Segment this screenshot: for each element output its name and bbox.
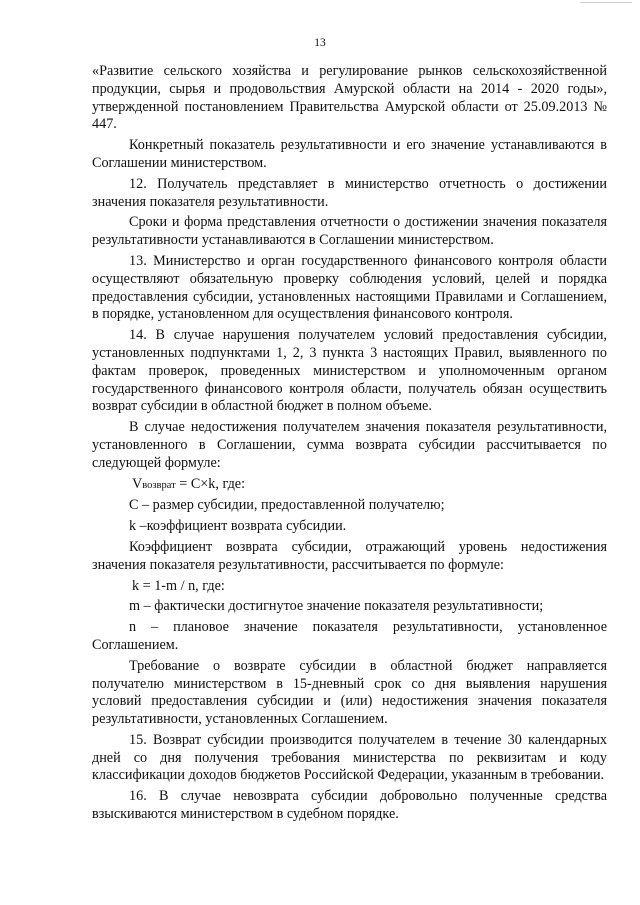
paragraph-12-deadlines: Сроки и форма представления отчетности о достижении значения показателя результативности устанавливаются в Соглашении министерством. <box>92 214 607 249</box>
formula-refund-rest: = C×k, где: <box>175 475 246 492</box>
formula-refund-v: V <box>132 475 143 492</box>
paragraph-coefficient: Коэффициент возврата субсидии, отражающий уровень недостижения значения показателя результативности, рассчитывается по формуле: <box>92 538 607 573</box>
formula-coefficient: k = 1-m / n, где: <box>132 577 225 594</box>
page-number: 13 <box>314 37 326 49</box>
definition-m: m – фактически достигнутое значение показателя результативности; <box>129 598 544 615</box>
paragraph-14-shortfall: В случае недостижения получателем значения показателя результативности, установленного в Соглашении, сумма возврата субсидии рассчитывается по следующей формуле: <box>92 419 607 471</box>
scan-mark <box>580 2 632 6</box>
paragraph-14: 14. В случае нарушения получателем условий предоставления субсидии, установленных подпунктами 1, 2, 3 пункта 3 настоящих Правил, выявленного по фактам проверок, проведенных министерством и уполномоченным органом государственного финансового контроля области, получатель обязан осуществить возврат субсидии в областной бюджет в полном объеме. <box>92 327 607 415</box>
document-body <box>92 63 607 827</box>
definition-k: k –коэффициент возврата субсидии. <box>129 518 347 535</box>
formula-refund-subscript: возврат <box>142 479 176 491</box>
definition-c: C – размер субсидии, предоставленной получателю; <box>129 497 445 514</box>
paragraph-intro: «Развитие сельского хозяйства и регулирование рынков сельскохозяйственной продукции, сырья и продовольствия Амурской области на 2014 - 2020 годы», утвержденной постановлением Правительства Амурской области от 25.09.2013 № 447. <box>92 63 607 133</box>
definition-n: n – плановое значение показателя результативности, установленное Соглашением. <box>92 619 607 653</box>
formula-refund <box>92 476 607 495</box>
paragraph-indicator: Конкретный показатель результативности и его значение устанавливаются в Соглашении министерством. <box>92 137 607 171</box>
paragraph-16: 16. В случае невозврата субсидии добровольно полученные средства взыскиваются министерством в судебном порядке. <box>92 788 607 823</box>
paragraph-13: 13. Министерство и орган государственного финансового контроля области осуществляют обязательную проверку соблюдения условий, целей и порядка предоставления субсидии, установленных настоящими Правилами и Соглашением, в порядке, установленном для осуществления финансового контроля. <box>92 252 607 323</box>
paragraph-demand: Требование о возврате субсидии в областной бюджет направляется получателю министерством в 15-дневный срок со дня выявления нарушения условий предоставления субсидии и (или) недостижения значения показателя результативности, установленных Соглашением. <box>92 657 607 728</box>
paragraph-15: 15. Возврат субсидии производится получателем в течение 30 календарных дней со дня получения требования министерства по реквизитам и коду классификации доходов бюджетов Российской Федерации, указанным в требовании. <box>92 731 607 784</box>
paragraph-12: 12. Получатель представляет в министерство отчетность о достижении значения показателя результативности. <box>92 175 607 210</box>
